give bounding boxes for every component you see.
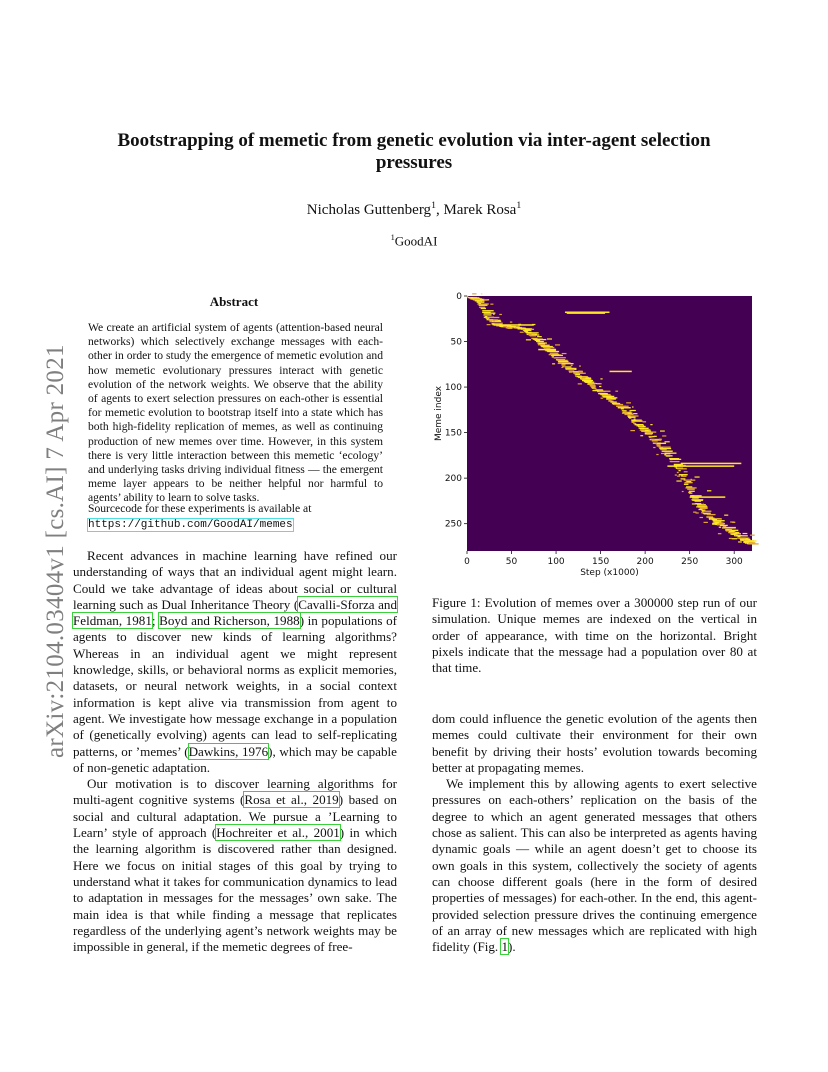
author-affiliation-mark: 1 [431,200,436,211]
heatmap-cell [708,516,713,517]
heatmap-cell [480,299,483,300]
x-tick-label: 300 [725,557,743,567]
heatmap-cell [702,504,704,505]
heatmap-cell [525,332,531,333]
long-lived-meme [610,371,632,373]
author-name: Marek Rosa [443,202,517,218]
heatmap-cell [510,321,512,322]
figure-reference-link[interactable]: 1 [501,939,509,955]
heatmap-cell [600,393,608,394]
heatmap-cell [481,293,483,294]
heatmap-cell [628,413,633,414]
heatmap-cell [632,406,634,407]
heatmap-cell [604,396,613,397]
heatmap-cell [717,518,721,519]
heatmap-cell [640,435,643,436]
citation-link[interactable]: Hochreiter et al., 2001 [216,825,340,841]
arxiv-identifier: arXiv:2104.03404v1 [cs.AI] 7 Apr 2021 [42,344,69,758]
heatmap-cell [581,378,592,379]
heatmap-cell [696,503,701,504]
heatmap-cell [547,338,552,339]
heatmap-cell [633,413,637,414]
heatmap-cell [484,312,496,313]
heatmap-cell [586,382,591,383]
heatmap-cell [626,402,631,403]
heatmap-cell [641,428,649,429]
heatmap-cell [630,430,635,431]
heatmap-cell [657,445,661,446]
heatmap-cell [730,521,734,522]
intro-paragraph: Our motivation is to discover learning algorithms for multi-agent cognitive systems (Rosa et al., 2019) based on social and cultural adaptation. We pursue a ’Learning to Learn’ style of approach (Hochreiter et al., 2001) in which the learning algorithm is discovered rather than designed. Here we focus on initial stages of this goal by trying to understand what it takes for communication dynamics to lead to adaptation in messages for the messages’ own sake. The main idea is that while finding a message that replicates regardless of the underlying agent’s network weights may be impossible in general, if the memetic degrees of free- [73,776,397,955]
heatmap-cell [684,471,688,472]
heatmap-cell [601,398,604,399]
heatmap-cell [555,344,560,345]
heatmap-cell [523,330,531,331]
x-axis-label: Step (x1000) [580,568,639,578]
heatmap-cell [738,541,742,542]
heatmap-cell [565,366,572,367]
heatmap-cell [650,424,652,425]
y-tick-label: 150 [444,428,462,439]
heatmap-cell [487,324,491,325]
heatmap-cell [493,320,495,321]
heatmap-cell [696,506,700,507]
heatmap-cell [750,535,755,536]
heatmap-cell [578,383,582,384]
heatmap-cell [599,386,601,387]
heatmap-cell [685,487,696,488]
heatmap-cell [660,449,667,450]
heatmap-cell [723,527,735,528]
heatmap-cell [665,441,670,442]
intro-right-column [432,711,757,955]
heatmap-cell [687,489,695,490]
heatmap-cell [541,344,545,345]
heatmap-cell [479,305,488,306]
heatmap-cell [484,300,487,301]
heatmap-cell [729,538,732,539]
heatmap-cell [549,354,553,355]
heatmap-cell [661,453,664,454]
affiliation [100,232,728,249]
heatmap-cell [740,537,746,538]
heatmap-cell [677,476,680,477]
heatmap-cell [639,425,643,426]
heatmap-cell [552,363,555,364]
meme-heatmap-chart [430,288,760,578]
heatmap-cell [555,357,565,358]
long-lived-meme [538,349,556,351]
arxiv-stamp [8,300,69,760]
heatmap-cell [552,354,561,355]
heatmap-cell [610,401,616,402]
heatmap-cell [700,508,708,509]
heatmap-cell [579,377,582,378]
heatmap-cell [707,490,711,491]
y-tick-label: 200 [444,474,462,485]
source-code-text: Sourcecode for these experiments is available at [88,502,312,515]
heatmap-cell [520,332,524,333]
heatmap-cell [687,481,691,482]
heatmap-cell [593,388,596,389]
heatmap-cell [479,307,485,308]
heatmap-cell [559,361,569,362]
heatmap-cell [701,512,704,513]
heatmap-cell [666,455,670,456]
heatmap-cell [652,440,658,441]
heatmap-cell [622,410,627,411]
heatmap-cell [651,439,655,440]
heatmap-cell [723,526,727,527]
y-axis-label: Meme index [434,385,444,442]
heatmap-cell [682,491,684,492]
heatmap-cell [562,363,574,364]
heatmap-cell [643,421,646,422]
heatmap-cell [647,434,653,435]
long-lived-meme [681,463,742,465]
heatmap-cell [481,308,486,309]
heatmap-cell [712,523,716,524]
heatmap-cell [719,527,721,528]
heatmap-cell [614,404,623,405]
x-tick-label: 0 [464,557,470,567]
heatmap-cell [645,431,657,432]
heatmap-cell [482,310,493,311]
heatmap-cell [634,424,643,425]
affiliation-mark: 1 [390,232,395,242]
heatmap-cell [679,474,688,475]
heatmap-cell [590,385,596,386]
heatmap-cell [640,430,645,431]
heatmap-cell [684,479,696,480]
heatmap-cell [692,495,695,496]
heatmap-cell [709,519,711,520]
y-tick-label: 250 [444,519,462,530]
heatmap-cell [615,391,618,392]
heatmap-cell [678,470,680,471]
heatmap-cell [587,383,595,384]
heatmap-cell [660,430,665,431]
citation-link[interactable]: Cavalli-Sforza and Feldman, 1981 [73,596,397,629]
heatmap-cell [700,517,703,518]
heatmap-cell [695,500,702,501]
heatmap-cell [662,435,666,436]
affiliation-name: GoodAI [394,233,438,249]
heatmap-cell [724,515,728,516]
heatmap-cell [507,328,512,329]
heatmap-cell [743,533,748,534]
heatmap-cell [600,378,602,379]
citation-link[interactable]: Dawkins, 1976 [188,743,269,759]
x-tick-label: 200 [636,557,654,567]
heatmap-cell [654,436,657,437]
heatmap-cell [748,543,758,544]
heatmap-cell [675,474,677,475]
heatmap-cell [681,478,686,479]
heatmap-cell [592,386,596,387]
intro-paragraph: Recent advances in machine learning have refined our understanding of ways that an individual agent might learn. Could we take advantage of ideas about social or cultural learning such as Dual Inheritance Theory (Cavalli-Sforza and Feldman, 1981; Boyd and Richerson, 1988) in populations of agents to discover new kinds of learning algorithms? Whereas in an individual agent we might represent knowledge, skills, or behavioral norms as explicit memories, datasets, or neural network weights, in a social context information is kept alive via transmission from agent to agent. We investigate how message exchange in a population of (genetically evolving) agents can lead to self-replicating patterns, or ’memes’ (Dawkins, 1976), which may be capable of non-genetic adaptation. [73,548,398,775]
heatmap-cell [695,476,700,477]
heatmap-cell [744,542,749,543]
heatmap-cell [492,321,502,322]
heatmap-cell [569,371,572,372]
heatmap-cell [677,468,687,469]
source-code-note [88,502,383,532]
heatmap-cell [561,367,563,368]
heatmap-cell [735,532,738,533]
author-name: Nicholas Guttenberg [306,202,432,218]
heatmap-cell [663,443,666,444]
heatmap-cell [530,335,536,336]
heatmap-cell [625,414,634,415]
heatmap-cell [562,353,567,354]
citation-link[interactable]: Boyd and Richerson, 1988 [159,613,300,629]
heatmap-cell [552,356,554,357]
heatmap-cell [478,303,481,304]
long-lived-meme [667,465,734,467]
heatmap-cell [630,410,635,411]
heatmap-cell [550,353,558,354]
heatmap-cell [691,479,693,480]
x-tick-label: 50 [505,557,518,567]
heatmap-cell [733,533,741,534]
heatmap-cell [573,371,579,372]
y-tick-label: 0 [456,292,462,302]
heatmap-cell [712,519,717,520]
heatmap-cell [537,336,542,337]
heatmap-cell [562,364,565,365]
heatmap-cell [598,391,610,392]
heatmap-cell [536,341,544,342]
paper-title: Bootstrapping of memetic from genetic evolution via inter-agent selection pressures [117,130,711,173]
heatmap-cell [707,514,716,515]
heatmap-cell [731,531,736,532]
heatmap-cell [571,365,573,366]
heatmap-cell [535,340,541,341]
heatmap-cell [521,328,526,329]
heatmap-cell [689,491,695,492]
heatmap-cell [486,318,490,319]
heatmap-cell [627,415,630,416]
intro-paragraph: We implement this by allowing agents to exert selective pressures on each-others’ replication on the basis of the degree to which an agent generated messages that others chose as salient. This can also be interpreted as agents having dynamic goals — while an agent doesn’t get to choose its own goals in this system, collectively the society of agents can choose different goals (here in the form of desired properties of messages) for each-other. In the end, this agent-provided selection pressure drives the continuing emergence of an array of new messages which are replicated with high fidelity (Fig. 1). [432,776,757,955]
heatmap-cell [670,459,681,460]
heatmap-cell [659,439,662,440]
heatmap-cell [624,412,627,413]
heatmap-cell [692,503,697,504]
author-list: Nicholas Guttenberg$^1$, Marek Rosa$^1$ [306,200,522,218]
heatmap-cell [483,314,491,315]
heatmap-cell [634,418,636,419]
figure-caption: Figure 1: Evolution of memes over a 300000 step run of our simulation. Unique memes are indexed on the vertical in order of appearance, with time on the horizontal. Bright pixels indicate that the message had a population over 80 at that time. [432,595,757,676]
heatmap-cell [606,397,617,398]
heatmap-cell [493,314,495,315]
heatmap-cell [576,374,580,375]
heatmap-cell [499,314,502,315]
heatmap-cell [632,420,637,421]
heatmap-cell [653,447,655,448]
heatmap-cell [704,522,708,523]
heatmap-cell [696,512,699,513]
heatmap-cell [482,301,485,302]
heatmap-cell [656,454,658,455]
heatmap-cell [718,533,721,534]
heatmap-cell [621,408,624,409]
heatmap-cell [586,377,591,378]
source-code-link[interactable]: https://github.com/GoodAI/memes [88,518,293,531]
heatmap-cell [702,510,704,511]
heatmap-cell [578,371,583,372]
x-tick-label: 250 [681,557,699,567]
heatmap-cell [689,493,692,494]
heatmap-cell [516,327,520,328]
x-tick-label: 100 [547,557,565,567]
heatmap-cell [479,302,481,303]
heatmap-cell [472,293,476,294]
heatmap-cell [471,297,473,298]
long-lived-meme [567,312,605,314]
heatmap-cell [541,345,545,346]
heatmap-cell [681,476,686,477]
heatmap-cell [677,472,679,473]
heatmap-cell [579,365,581,366]
heatmap-cell [732,538,737,539]
heatmap-cell [490,304,493,305]
y-tick-label: 50 [450,337,462,348]
heatmap-cell [547,351,559,352]
y-tick-label: 100 [444,383,462,394]
heatmap-cell [526,339,531,340]
author-affiliation-mark: 1 [516,200,522,211]
heatmap-cell [684,484,689,485]
heatmap-cell [662,451,673,452]
heatmap-cell [629,417,631,418]
x-tick-label: 150 [592,557,610,567]
abstract-heading: Abstract [209,294,259,309]
long-lived-meme [690,496,726,498]
intro-paragraph: dom could influence the genetic evolution of the agents then memes could cultivate their environment for their own benefit by driving their hosts’ evolution towards becoming better at propagating memes. [432,711,757,775]
heatmap-cell [592,390,597,391]
heatmap-cell [656,444,660,445]
heatmap-cell [720,525,728,526]
long-lived-meme [494,324,534,326]
heatmap-cell [745,539,750,540]
heatmap-cell [676,480,681,481]
heatmap-cell [617,406,629,407]
heatmap-cell [649,436,652,437]
heatmap-cell [567,369,574,370]
intro-left-column [73,548,397,955]
heatmap-cell [597,383,602,384]
heatmap-cell [631,422,634,423]
citation-link[interactable]: Rosa et al., 2019 [244,792,339,808]
heatmap-cell [489,321,491,322]
abstract-body: We create an artificial system of agents (attention-based neural networks) which selectively exchange messages with each-other in order to study the emergence of memetic evolution and how memetic evolutionary pressures interact with genetic evolution of the network weights. We observe that the ability of agents to exert selection pressures on each-other is essential for memetic evolution to bootstrap itself into a state which has both high-fidelity replication of memes, as well as continuing production of new memes over time. However, in this system there is very little interaction between this memetic ‘ecology’ and underlying tasks driving individual fitness — the emergent meme layer appears to be neither helpful nor harmful to agents’ ability to learn to solve tasks. [88,321,383,505]
heatmap-cell [671,461,680,462]
heatmap-cell [684,482,692,483]
heatmap-cell [736,535,738,536]
heatmap-cell [607,399,611,400]
figure-1 [430,288,760,578]
heatmap-cell [580,378,582,379]
heatmap-cell [649,429,651,430]
heatmap-cell [719,522,724,523]
